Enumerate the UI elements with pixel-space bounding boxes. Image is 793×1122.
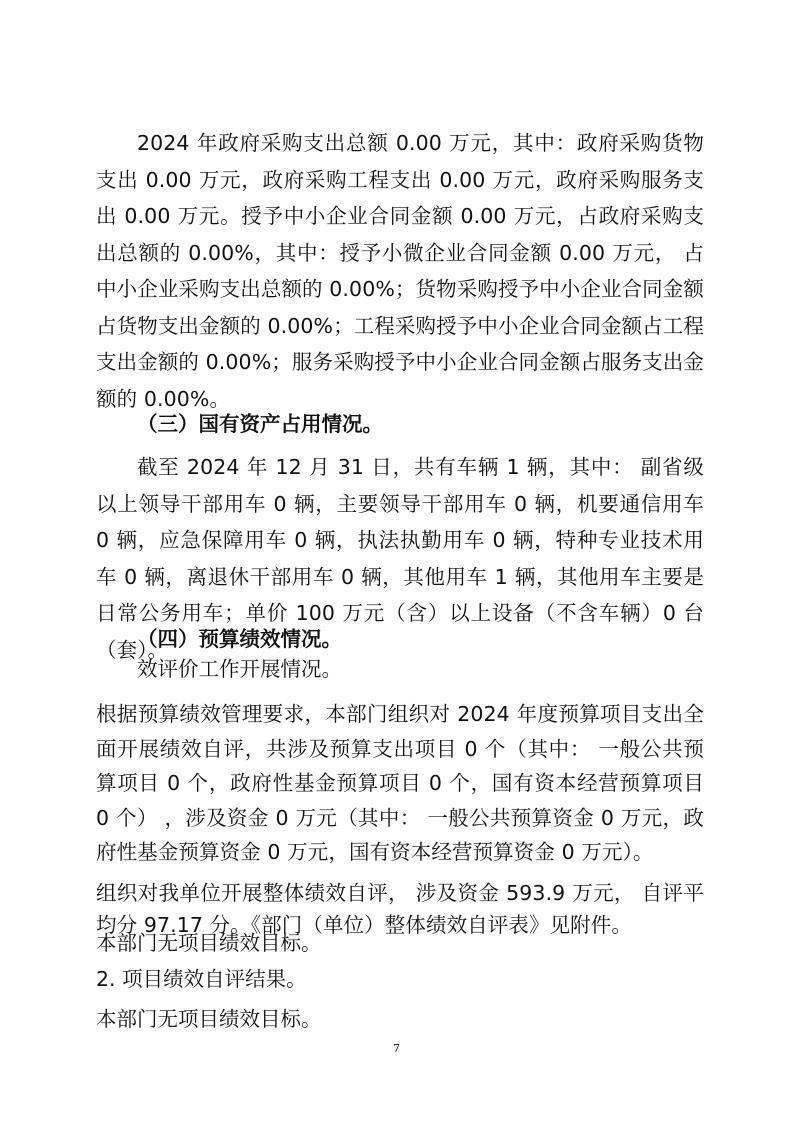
- evaluation-work-line: 效评价工作开展情况。: [137, 657, 342, 681]
- overall-evaluation-paragraph: 组织对我单位开展整体绩效自评， 涉及资金 593.9 万元， 自评平均分 97.17 分。《部门（单位）整体绩效自评表》见附件。: [96, 881, 704, 937]
- section-heading-state-assets: （三）国有资产占用情况。: [137, 412, 383, 436]
- no-project-target-line: 本部门无项目绩效目标。: [96, 931, 322, 955]
- project-result-heading: 2. 项目绩效自评结果。: [96, 967, 307, 991]
- self-evaluation-paragraph: 根据预算绩效管理要求，本部门组织对 2024 年度预算项目支出全面开展绩效自评，共涉及预算支出项目 0 个（其中： 一般公共预算项目 0 个，政府性基金预算项目 0 个，国有资本经营预算项目 0 个） ，涉及资金 0 万元（其中： 一般公共预算资金 0 万元，政府性基金预算资金 0 万元，国有资本经营预算资金 0 万元）。: [96, 702, 704, 864]
- assets-paragraph: 截至 2024 年 12 月 31 日，共有车辆 1 辆，其中： 副省级以上领导干部用车 0 辆，主要领导干部用车 0 辆，机要通信用车 0 辆，应急保障用车 0 辆，执法执勤用车 0 辆，特种专业技术用车 0 辆，离退休干部用车 0 辆，其他用车 1 辆，其他用车主要是日常公务用车；单价 100 万元（含）以上设备（不含车辆）0 台（套）。: [96, 455, 704, 662]
- page-number: 7: [393, 1042, 400, 1055]
- section-heading-budget-performance: （四）预算绩效情况。: [137, 627, 342, 651]
- procurement-paragraph: 2024 年政府采购支出总额 0.00 万元，其中：政府采购货物支出 0.00 万元，政府采购工程支出 0.00 万元，政府采购服务支出 0.00 万元。授予中小企业合同金额 0.00 万元，占政府采购支出总额的 0.00%，其中：授予小微企业合同金额 0.00 万元， 占中小企业采购支出总额的 0.00%；货物采购授予中小企业合同金额占货物支出金额的 0.00%；工程采购授予中小企业合同金额占工程支出金额的 0.00%；服务采购授予中小企业合同金额占服务支出金额的 0.00%。: [96, 131, 704, 411]
- no-project-target-line-2: 本部门无项目绩效目标。: [96, 1007, 322, 1031]
